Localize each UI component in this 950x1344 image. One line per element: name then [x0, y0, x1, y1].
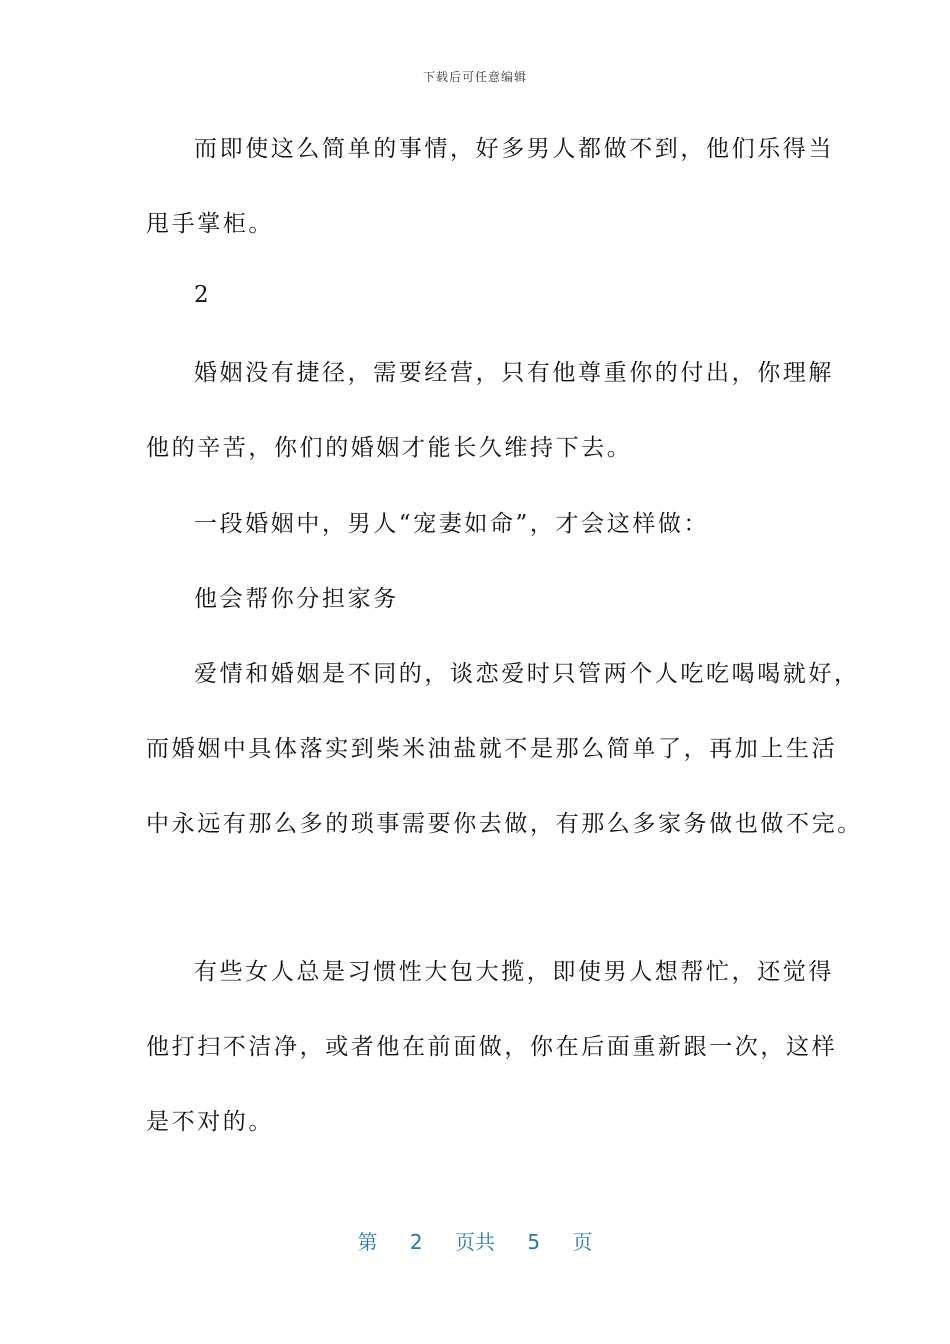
section-number: 2: [194, 282, 212, 308]
footer-ye: 页: [572, 1230, 593, 1254]
text-line: 而即使这么简单的事情，好多男人都做不到，他们乐得当: [194, 136, 834, 162]
footer-di: 第: [357, 1230, 378, 1254]
text-line: 而婚姻中具体落实到柴米油盐就不是那么简单了，再加上生活: [146, 736, 838, 762]
text-line: 他的辛苦，你们的婚姻才能长久维持下去。: [146, 435, 633, 461]
text-line: 婚姻没有捷径，需要经营，只有他尊重你的付出，你理解: [194, 360, 834, 386]
text-line: 他打扫不洁净，或者他在前面做，你在后面重新跟一次，这样: [146, 1034, 838, 1060]
subheading: 他会帮你分担家务: [194, 586, 399, 612]
footer-ye-gong: 页共: [455, 1230, 495, 1254]
text-line: 中永远有那么多的琐事需要你去做，有那么多家务做也做不完。: [146, 811, 863, 837]
footer-total-pages: 5: [527, 1230, 541, 1254]
header-note: 下载后可任意编辑: [422, 70, 527, 84]
page-footer: [0, 1226, 950, 1255]
text-line: 甩手掌柜。: [146, 211, 274, 237]
text-line: 有些女人总是习惯性大包大揽，即使男人想帮忙，还觉得: [194, 959, 834, 985]
text-line: 爱情和婚姻是不同的，谈恋爱时只管两个人吃吃喝喝就好，: [194, 661, 860, 687]
text-line: 是不对的。: [146, 1109, 274, 1135]
text-line: 一段婚姻中，男人“宠妻如命”，才会这样做：: [194, 511, 710, 537]
footer-page-number: 2: [409, 1230, 423, 1254]
